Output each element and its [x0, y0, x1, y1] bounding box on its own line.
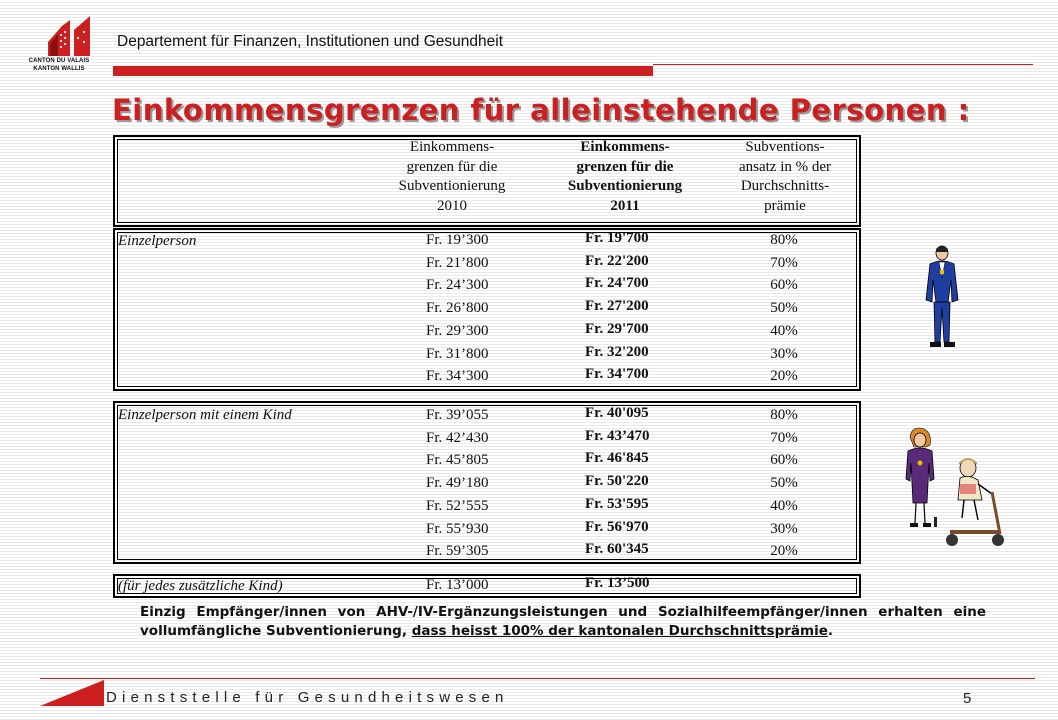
logo-line-2: KANTON WALLIS [33, 66, 85, 72]
table-cell-2011: Fr. 50'220 [585, 473, 649, 490]
table-cell-2010: Fr. 29’300 [426, 322, 489, 339]
table-cell-2011: Fr. 29'700 [585, 320, 649, 337]
table-cell-rate: 50% [770, 300, 798, 317]
table-cell-rate: 30% [770, 345, 798, 362]
table-cell-2010: Fr. 55’930 [426, 520, 489, 537]
header-red-bar [113, 66, 653, 76]
table-cell-2011: Fr. 34'700 [585, 366, 649, 383]
table-cell-rate: 70% [770, 254, 798, 271]
table-cell-2010: Fr. 59’305 [426, 543, 489, 560]
table-cell-2010: Fr. 21’800 [426, 254, 489, 271]
table-cell-2011: Fr. 32'200 [585, 343, 649, 360]
table-cell-2010: Fr. 26’800 [426, 300, 489, 317]
header-red-line [653, 64, 1033, 65]
table-cell-2010: Fr. 52’555 [426, 497, 489, 514]
additional-child-2010: Fr. 13’000 [426, 577, 489, 593]
additional-child-2011: Fr. 13’500 [585, 575, 650, 591]
logo-line-1: CANTON DU VALAIS [28, 58, 90, 64]
child-scooter-illustration-icon [942, 456, 1008, 550]
table-cell-2011: Fr. 24'700 [585, 275, 649, 292]
department-name: Departement für Finanzen, Institutionen und Gesundheit [117, 33, 504, 50]
table-cell-2010: Fr. 24’300 [426, 277, 489, 294]
table-cell-2010: Fr. 19’300 [426, 232, 489, 248]
table-cell-rate: 40% [770, 322, 798, 339]
header-2010: Einkommens- grenzen für die Subventionierung 2010 [398, 139, 506, 214]
table-cell-2011: Fr. 56'970 [585, 518, 649, 535]
woman-illustration-icon [896, 427, 944, 533]
table-cell-2011: Fr. 19'700 [585, 230, 649, 246]
page-number: 5 [963, 690, 972, 707]
table-cell-rate: 20% [770, 543, 798, 560]
header-rate: Subventions- ansatz in % der Durchschnitts- prämie [738, 139, 832, 214]
table-cell-2010: Fr. 45’805 [426, 452, 489, 469]
table-cell-rate: 60% [770, 452, 798, 469]
table-cell-2010: Fr. 34’300 [426, 368, 489, 385]
table-cell-2011: Fr. 22'200 [585, 252, 649, 269]
section-additional-child-label: (für jedes zusätzliche Kind) [118, 578, 283, 594]
footer-triangle-icon [40, 680, 104, 706]
table-cell-rate: 30% [770, 520, 798, 537]
service-name: Dienststelle für Gesundheitswesen [106, 689, 509, 706]
table-cell-rate: 80% [770, 407, 798, 423]
table-cell-rate: 20% [770, 368, 798, 385]
eligibility-note: Einzig Empfänger/innen von AHV-/IV-Ergänzungsleistungen und Sozialhilfeempfänger/innen erhalten eine vollumfängliche Subventionierung, dass heisst 100% der kantonalen Durchschnittsprämie. [140, 604, 986, 639]
table-cell-rate: 80% [770, 232, 798, 248]
footer-red-line [40, 678, 1035, 679]
table-cell-2011: Fr. 60'345 [585, 541, 649, 558]
table-cell-2010: Fr. 39’055 [426, 407, 489, 423]
table-cell-2011: Fr. 27'200 [585, 298, 649, 315]
table-cell-2011: Fr. 40'095 [585, 405, 649, 421]
page-title: Einkommensgrenzen für alleinstehende Personen : [112, 93, 970, 127]
table-cell-2011: Fr. 43’470 [585, 427, 650, 444]
section-single-with-child-label: Einzelperson mit einem Kind [118, 407, 292, 423]
table-cell-2010: Fr. 42’430 [426, 429, 489, 446]
canton-logo-icon [14, 12, 104, 58]
header-2011: Einkommens- grenzen für die Subventionierung 2011 [567, 139, 683, 214]
table-cell-rate: 70% [770, 429, 798, 446]
businessman-illustration-icon [918, 244, 966, 352]
note-underlined: dass heisst 100% der kantonalen Durchschnittsprämie [411, 622, 828, 639]
table-cell-2011: Fr. 46'845 [585, 450, 649, 467]
table-cell-rate: 40% [770, 497, 798, 514]
table-cell-2010: Fr. 31’800 [426, 345, 489, 362]
canton-logo [14, 12, 104, 82]
table-header-box [113, 135, 861, 227]
table-cell-rate: 50% [770, 475, 798, 492]
table-cell-rate: 60% [770, 277, 798, 294]
table-cell-2011: Fr. 53'595 [585, 495, 649, 512]
table-cell-2010: Fr. 49’180 [426, 475, 489, 492]
section-single-person-label: Einzelperson [118, 233, 197, 249]
